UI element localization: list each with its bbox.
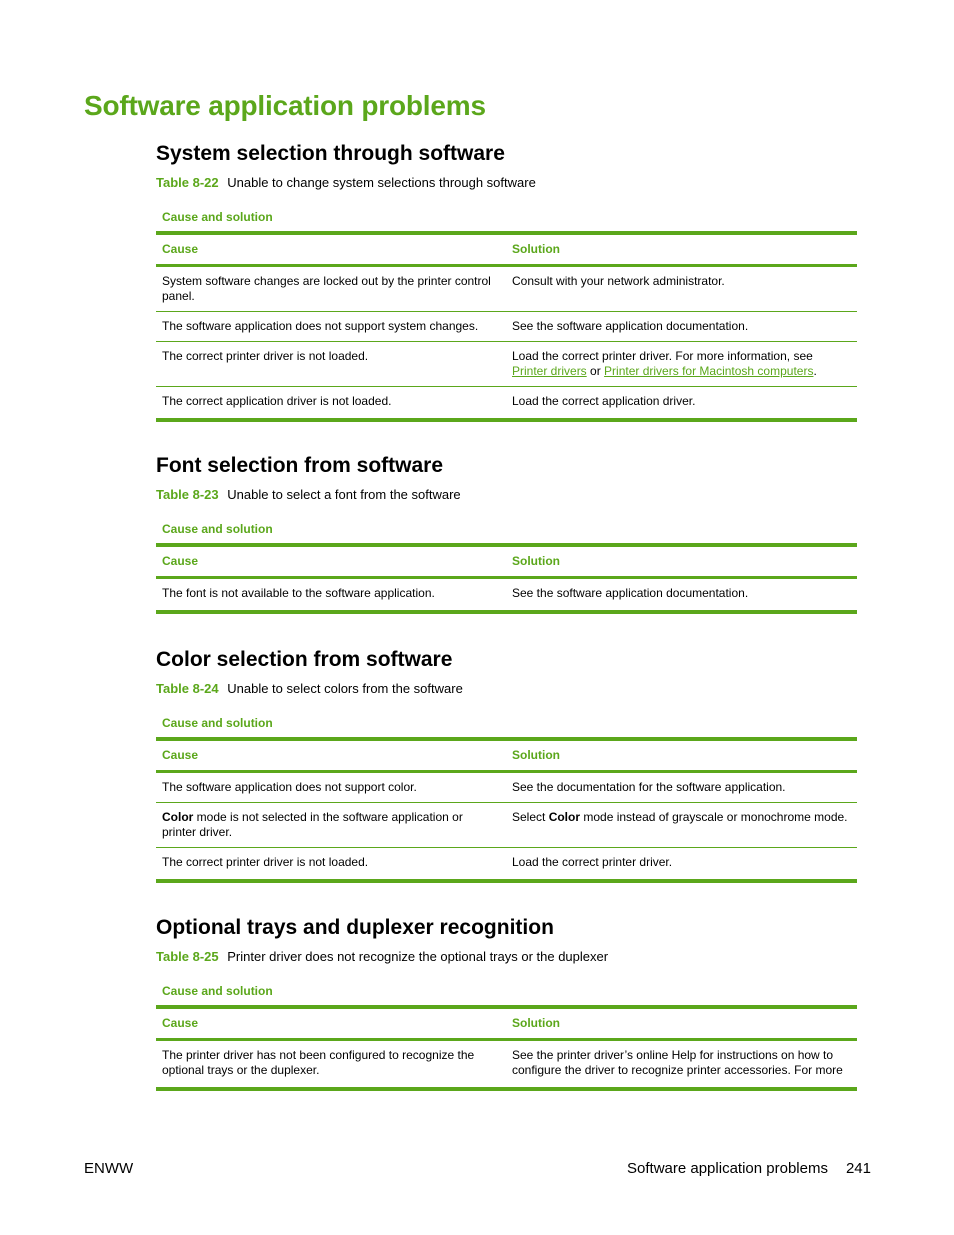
column-header-solution: Solution [506, 739, 857, 771]
cause-cell: The correct application driver is not loaded. [162, 393, 392, 408]
table-row [156, 265, 857, 311]
table-title: Unable to change system selections through software [227, 175, 536, 190]
solution-cell [506, 341, 857, 386]
table-header-row [156, 1007, 857, 1039]
cause-cell: The font is not available to the software application. [162, 585, 435, 600]
cause-solution-table [156, 1005, 857, 1091]
solution-cell: See the printer driver’s online Help for instructions on how to configure the driver to recognize printer accessories. For more [512, 1047, 843, 1077]
cause-solution-table [156, 231, 857, 422]
section-color-selection [156, 648, 857, 883]
solution-text: or [590, 363, 601, 378]
cause-bold-text: Color [162, 809, 194, 824]
section-heading: Font selection from software [156, 454, 444, 477]
table-header-row [156, 545, 857, 577]
footer-left-label: ENWW [84, 1160, 134, 1177]
footer-section-title: Software application problems [627, 1160, 828, 1177]
table-row [156, 311, 857, 341]
table-header-row [156, 739, 857, 771]
page-title: Software application problems [84, 90, 486, 121]
table-caption [156, 175, 857, 191]
table-subcaption: Cause and solution [162, 210, 273, 224]
cause-cell: The software application does not support system changes. [156, 311, 506, 341]
solution-cell: Load the correct application driver. [512, 393, 696, 408]
solution-cell: Load the correct printer driver. [512, 854, 673, 869]
link-printer-drivers-macintosh[interactable]: Printer drivers for Macintosh computers [604, 363, 814, 378]
table-title: Printer driver does not recognize the optional trays or the duplexer [227, 949, 609, 964]
cause-cell: The correct printer driver is not loaded. [162, 854, 369, 869]
table-header-row [156, 233, 857, 265]
section-heading: Optional trays and duplexer recognition [156, 916, 554, 939]
section-heading: System selection through software [156, 142, 505, 165]
table-row [156, 341, 857, 386]
solution-bold-text: Color [548, 809, 581, 824]
column-header-cause: Cause [156, 1007, 506, 1039]
table-subcaption: Cause and solution [162, 522, 273, 536]
cause-cell: The correct printer driver is not loaded. [156, 341, 506, 386]
table-number: Table 8-25 [156, 949, 219, 964]
solution-cell: See the software application documentation. [506, 311, 857, 341]
cause-text: mode is not selected in the software application or printer driver. [162, 809, 463, 839]
link-printer-drivers[interactable]: Printer drivers [512, 363, 587, 378]
table-title: Unable to select a font from the software [227, 487, 461, 502]
table-row [156, 771, 857, 802]
column-header-solution: Solution [506, 545, 857, 577]
column-header-cause: Cause [156, 545, 506, 577]
solution-cell [506, 802, 857, 847]
column-header-solution: Solution [506, 233, 857, 265]
table-number: Table 8-22 [156, 175, 219, 190]
table-subcaption: Cause and solution [162, 984, 273, 998]
table-row [156, 1039, 857, 1089]
section-optional-trays [156, 916, 857, 1091]
table-row [156, 847, 857, 881]
solution-text: Select [512, 809, 549, 824]
section-heading: Color selection from software [156, 648, 453, 671]
table-row [156, 386, 857, 420]
cause-solution-table [156, 737, 857, 883]
footer-right [627, 1160, 871, 1177]
table-caption [156, 681, 857, 697]
section-font-selection [156, 454, 857, 614]
cause-solution-table [156, 543, 857, 614]
table-number: Table 8-24 [156, 681, 219, 696]
column-header-cause: Cause [156, 739, 506, 771]
table-title: Unable to select colors from the software [227, 681, 463, 696]
table-subcaption: Cause and solution [162, 716, 273, 730]
page-number: 241 [845, 1160, 871, 1177]
column-header-cause: Cause [156, 233, 506, 265]
solution-cell: Consult with your network administrator. [506, 265, 857, 311]
solution-text: . [813, 363, 817, 378]
column-header-solution: Solution [506, 1007, 857, 1039]
table-caption [156, 487, 857, 503]
cause-cell [156, 802, 506, 847]
section-system-selection [156, 142, 857, 422]
solution-cell: See the documentation for the software application. [506, 771, 857, 802]
cause-cell: The printer driver has not been configured to recognize the optional trays or the duplexer. [162, 1047, 475, 1077]
table-caption [156, 949, 857, 965]
table-row [156, 802, 857, 847]
solution-text: Load the correct printer driver. For more information, see [512, 348, 813, 363]
table-number: Table 8-23 [156, 487, 219, 502]
table-row [156, 577, 857, 612]
solution-text: mode instead of grayscale or monochrome mode. [580, 809, 848, 824]
solution-cell: See the software application documentation. [512, 585, 749, 600]
cause-cell: The software application does not support color. [156, 771, 506, 802]
cause-cell: System software changes are locked out by the printer control panel. [156, 265, 506, 311]
